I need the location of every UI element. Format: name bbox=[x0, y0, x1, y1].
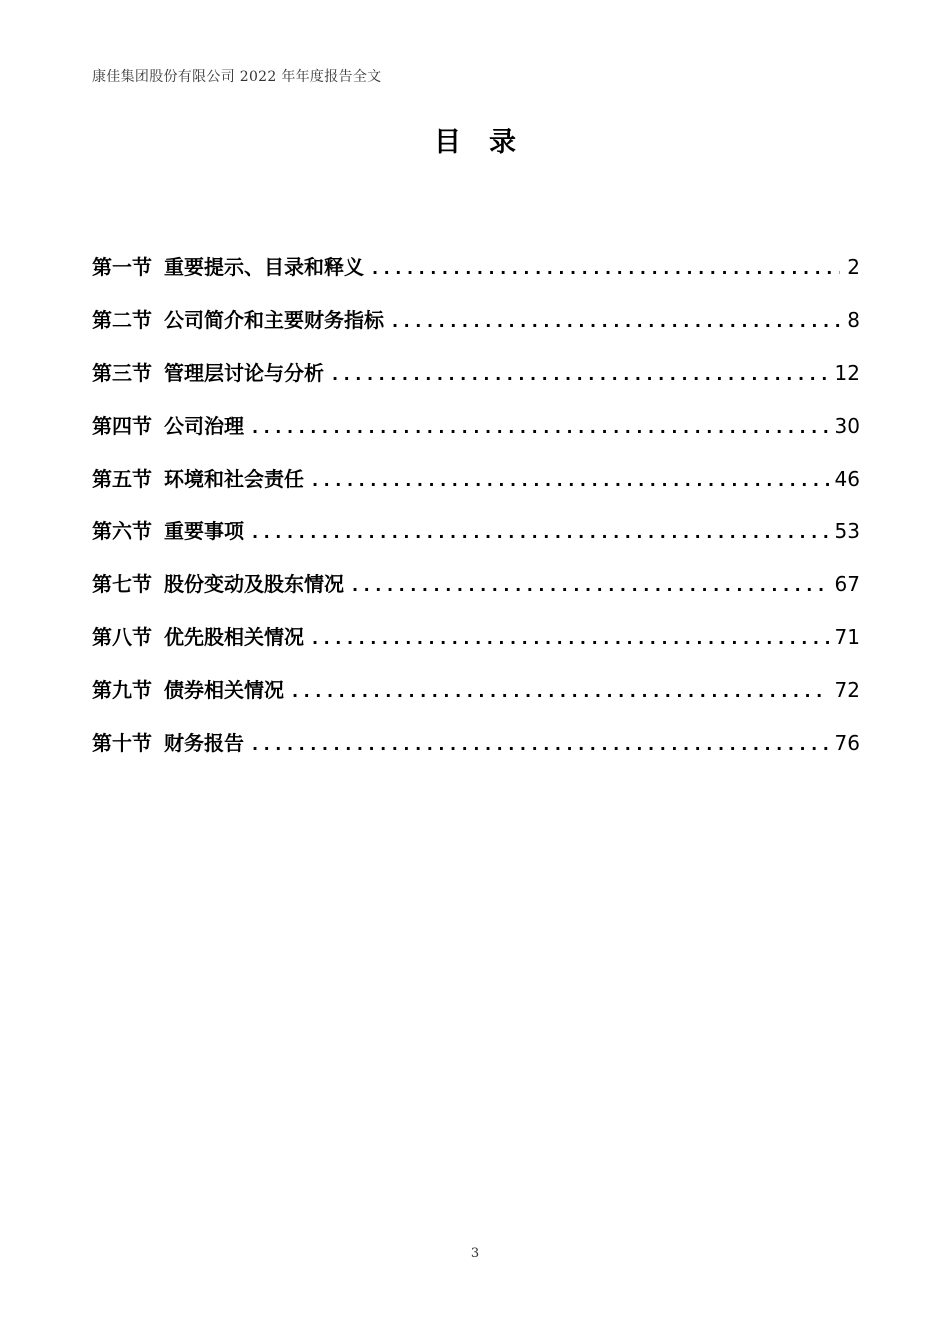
toc-page-number: 8 bbox=[847, 307, 860, 332]
toc-entry[interactable] bbox=[92, 515, 860, 568]
page-number-footer: 3 bbox=[470, 1246, 480, 1261]
dot-leader bbox=[352, 576, 829, 595]
toc-entry[interactable] bbox=[92, 674, 860, 727]
toc-entry[interactable] bbox=[92, 251, 860, 304]
toc-section-title: 财务报告 bbox=[164, 731, 244, 756]
toc-section-number: 第四节 bbox=[92, 413, 152, 438]
toc-section-title: 公司治理 bbox=[164, 413, 244, 438]
toc-entry[interactable] bbox=[92, 357, 860, 410]
toc-section-number: 第七节 bbox=[92, 572, 152, 597]
toc-section-number: 第十节 bbox=[92, 731, 152, 756]
toc-entry[interactable] bbox=[92, 621, 860, 674]
toc-entry[interactable] bbox=[92, 568, 860, 621]
dot-leader bbox=[252, 418, 829, 437]
toc-section-number: 第五节 bbox=[92, 466, 152, 491]
toc-section-number: 第二节 bbox=[92, 307, 152, 332]
toc-section-title: 公司简介和主要财务指标 bbox=[164, 307, 384, 332]
dot-leader bbox=[312, 629, 829, 648]
toc-section-number: 第八节 bbox=[92, 625, 152, 650]
toc-section-title: 债券相关情况 bbox=[164, 678, 284, 703]
dot-leader bbox=[252, 523, 829, 542]
toc-entry[interactable] bbox=[92, 463, 860, 516]
toc-section-title: 环境和社会责任 bbox=[164, 466, 304, 491]
toc-entry[interactable] bbox=[92, 410, 860, 463]
toc-section-title: 重要提示、目录和释义 bbox=[164, 255, 364, 279]
dot-leader bbox=[252, 735, 829, 754]
toc-section-title: 重要事项 bbox=[164, 519, 244, 544]
toc-section-number: 第九节 bbox=[92, 678, 152, 703]
dot-leader bbox=[372, 259, 840, 278]
toc-page-number: 12 bbox=[834, 360, 860, 385]
toc-page-number: 76 bbox=[834, 731, 860, 756]
toc-page-number: 46 bbox=[834, 466, 860, 491]
toc-page-number: 71 bbox=[834, 625, 860, 650]
table-of-contents bbox=[92, 251, 860, 780]
toc-section-title: 管理层讨论与分析 bbox=[164, 360, 324, 385]
toc-page-number: 72 bbox=[834, 678, 860, 703]
dot-leader bbox=[312, 471, 829, 490]
toc-section-number: 第六节 bbox=[92, 519, 152, 544]
toc-page-number: 67 bbox=[834, 572, 860, 597]
document-header: 康佳集团股份有限公司 2022 年年度报告全文 bbox=[92, 69, 382, 85]
dot-leader bbox=[292, 682, 829, 701]
toc-section-title: 股份变动及股东情况 bbox=[164, 572, 344, 597]
page-title: 目录 bbox=[434, 127, 544, 158]
toc-page-number: 2 bbox=[847, 255, 860, 279]
toc-entry[interactable] bbox=[92, 304, 860, 357]
toc-section-title: 优先股相关情况 bbox=[164, 625, 304, 650]
toc-section-number: 第一节 bbox=[92, 255, 152, 279]
toc-entry[interactable] bbox=[92, 727, 860, 780]
toc-page-number: 30 bbox=[834, 413, 860, 438]
toc-section-number: 第三节 bbox=[92, 360, 152, 385]
dot-leader bbox=[332, 365, 829, 384]
toc-page-number: 53 bbox=[834, 519, 860, 544]
dot-leader bbox=[392, 312, 840, 331]
